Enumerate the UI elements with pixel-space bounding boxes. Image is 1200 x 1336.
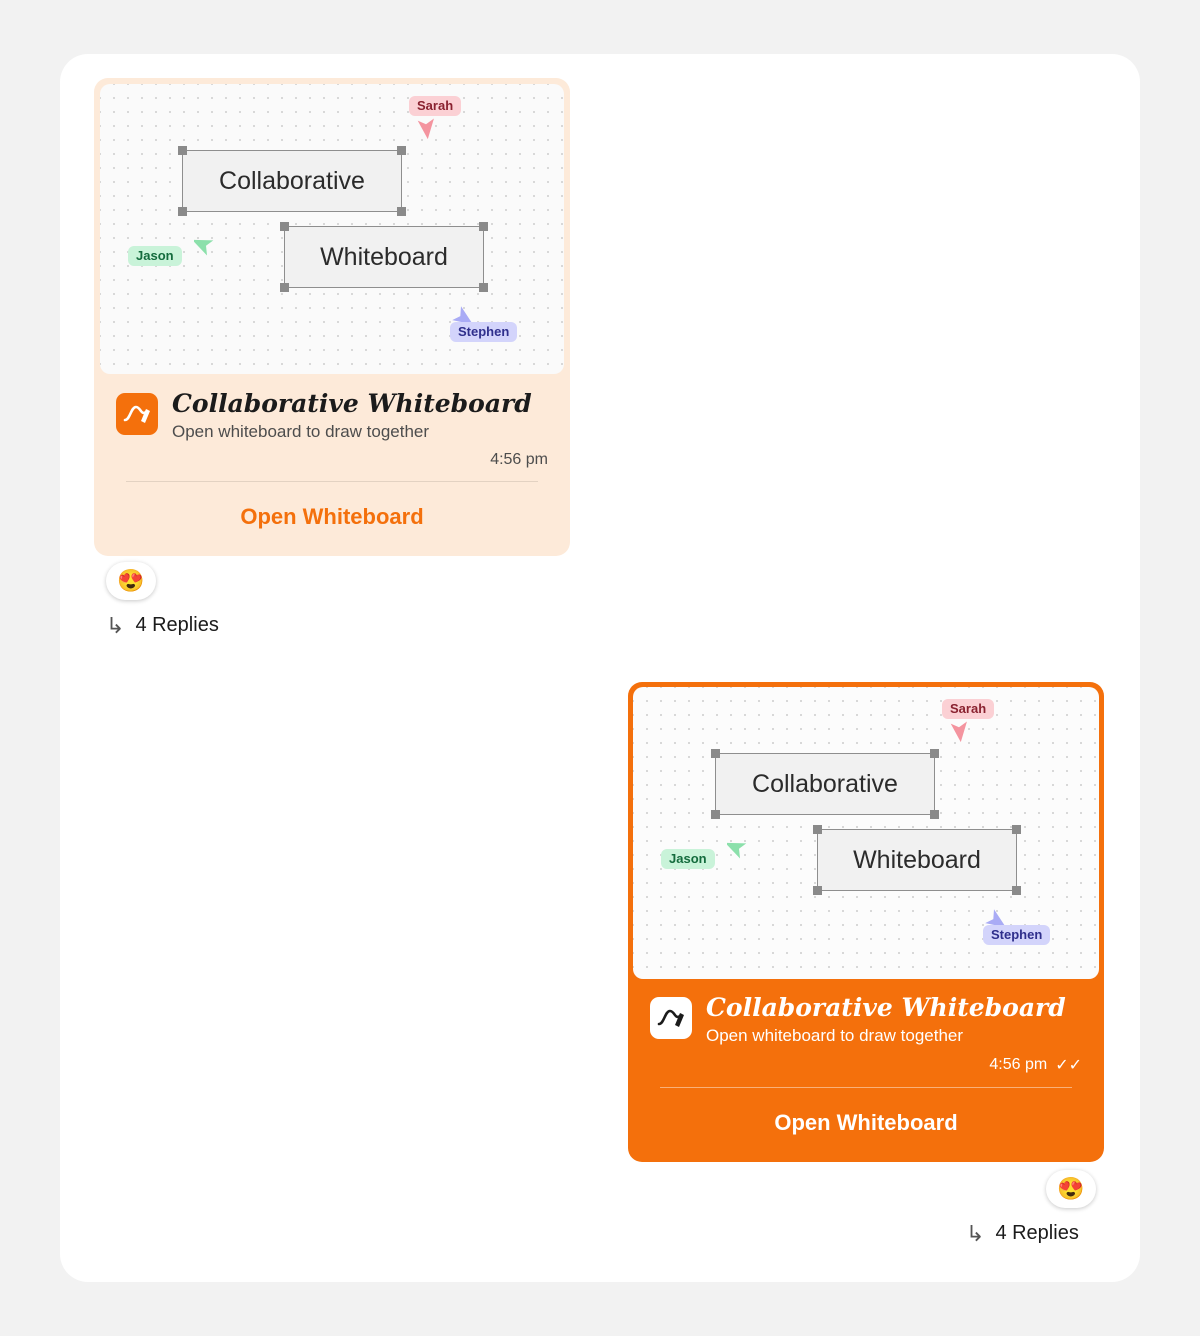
resize-handle-icon[interactable]	[930, 749, 939, 758]
message-time-row	[116, 451, 548, 469]
reply-arrow-icon: ↳	[106, 612, 125, 638]
whiteboard-preview-outgoing[interactable]	[633, 687, 1099, 979]
resize-handle-icon[interactable]	[711, 749, 720, 758]
open-whiteboard-button[interactable]: Open Whiteboard	[774, 1109, 958, 1135]
card-meta-outgoing	[628, 984, 1104, 1087]
whiteboard-shape-whiteboard[interactable]	[284, 226, 484, 288]
message-bubble-outgoing[interactable]	[628, 682, 1104, 1162]
whiteboard-shape-label: Collaborative	[219, 166, 365, 195]
resize-handle-icon[interactable]	[711, 810, 720, 819]
resize-handle-icon[interactable]	[397, 146, 406, 155]
whiteboard-shape-collaborative[interactable]	[715, 753, 935, 815]
replies-count-label: 4 Replies	[995, 1222, 1079, 1244]
message-timestamp: 4:56 pm	[989, 1055, 1048, 1073]
card-subtitle: Open whiteboard to draw together	[706, 1025, 964, 1045]
message-bubble-incoming[interactable]	[94, 78, 570, 556]
chat-surface	[60, 54, 1140, 1282]
resize-handle-icon[interactable]	[1012, 825, 1021, 834]
resize-handle-icon[interactable]	[930, 810, 939, 819]
whiteboard-shape-whiteboard[interactable]	[817, 829, 1017, 891]
whiteboard-shape-label: Collaborative	[752, 769, 898, 798]
nametag-jason: Jason	[128, 246, 182, 266]
read-receipt-icon: ✓✓	[1055, 1056, 1082, 1074]
resize-handle-icon[interactable]	[178, 207, 187, 216]
resize-handle-icon[interactable]	[280, 283, 289, 292]
whiteboard-app-icon	[116, 393, 158, 435]
reaction-badge-incoming[interactable]: 😍	[106, 562, 156, 600]
nametag-stephen: Stephen	[983, 925, 1050, 945]
replies-link-outgoing[interactable]	[966, 1222, 1079, 1245]
nametag-jason: Jason	[661, 849, 715, 869]
replies-count-label: 4 Replies	[135, 614, 219, 636]
reply-arrow-icon: ↳	[966, 1220, 985, 1246]
card-title: Collaborative Whiteboard	[706, 993, 1066, 1022]
open-whiteboard-button[interactable]: Open Whiteboard	[240, 503, 424, 529]
message-time-row	[650, 1055, 1082, 1075]
whiteboard-shape-label: Whiteboard	[320, 242, 448, 271]
whiteboard-shape-label: Whiteboard	[853, 845, 981, 874]
resize-handle-icon[interactable]	[1012, 886, 1021, 895]
message-timestamp: 4:56 pm	[490, 450, 548, 468]
reaction-badge-outgoing[interactable]: 😍	[1046, 1170, 1096, 1208]
whiteboard-shape-collaborative[interactable]	[182, 150, 402, 212]
card-meta-incoming	[94, 380, 570, 481]
whiteboard-preview-incoming[interactable]	[100, 84, 564, 374]
nametag-sarah: Sarah	[409, 96, 461, 116]
card-title: Collaborative Whiteboard	[172, 389, 532, 418]
resize-handle-icon[interactable]	[397, 207, 406, 216]
resize-handle-icon[interactable]	[813, 886, 822, 895]
replies-link-incoming[interactable]	[106, 614, 219, 637]
resize-handle-icon[interactable]	[479, 222, 488, 231]
nametag-sarah: Sarah	[942, 699, 994, 719]
resize-handle-icon[interactable]	[178, 146, 187, 155]
resize-handle-icon[interactable]	[280, 222, 289, 231]
resize-handle-icon[interactable]	[813, 825, 822, 834]
card-subtitle: Open whiteboard to draw together	[172, 421, 430, 441]
whiteboard-app-icon	[650, 997, 692, 1039]
resize-handle-icon[interactable]	[479, 283, 488, 292]
nametag-stephen: Stephen	[450, 322, 517, 342]
